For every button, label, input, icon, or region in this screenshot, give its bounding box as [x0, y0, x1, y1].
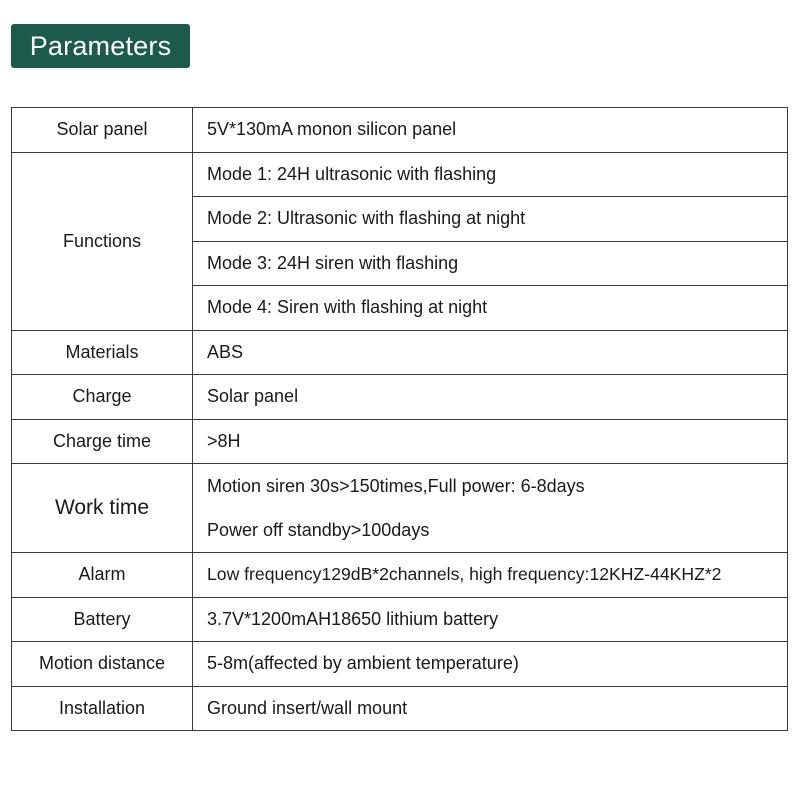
row-label-installation: Installation	[12, 686, 193, 731]
row-value-materials: ABS	[193, 330, 788, 375]
table-row	[12, 686, 788, 731]
row-value-battery: 3.7V*1200mAH18650 lithium battery	[193, 597, 788, 642]
table-row	[12, 330, 788, 375]
table-row	[12, 464, 788, 509]
row-label-alarm: Alarm	[12, 553, 193, 598]
row-value-motion-distance: 5-8m(affected by ambient temperature)	[193, 642, 788, 687]
function-mode-3: Mode 3: 24H siren with flashing	[193, 241, 788, 286]
work-time-line-2: Power off standby>100days	[193, 508, 788, 553]
table-row	[12, 597, 788, 642]
table-row	[12, 419, 788, 464]
function-mode-1: Mode 1: 24H ultrasonic with flashing	[193, 152, 788, 197]
row-label-charge-time: Charge time	[12, 419, 193, 464]
row-value-alarm: Low frequency129dB*2channels, high frequency:12KHZ-44KHZ*2	[193, 553, 788, 598]
table-row	[12, 108, 788, 153]
page-title: Parameters	[11, 24, 190, 68]
work-time-line-1: Motion siren 30s>150times,Full power: 6-8days	[193, 464, 788, 509]
row-label-motion-distance: Motion distance	[12, 642, 193, 687]
row-label-charge: Charge	[12, 375, 193, 420]
table-row	[12, 375, 788, 420]
row-label-functions: Functions	[12, 152, 193, 330]
function-mode-4: Mode 4: Siren with flashing at night	[193, 286, 788, 331]
row-label-work-time: Work time	[12, 464, 193, 553]
table-row	[12, 553, 788, 598]
table-row	[12, 642, 788, 687]
row-value-charge: Solar panel	[193, 375, 788, 420]
row-label-materials: Materials	[12, 330, 193, 375]
row-value-solar-panel: 5V*130mA monon silicon panel	[193, 108, 788, 153]
table-row	[12, 152, 788, 197]
row-label-battery: Battery	[12, 597, 193, 642]
parameters-table	[11, 107, 788, 731]
row-value-installation: Ground insert/wall mount	[193, 686, 788, 731]
row-value-charge-time: >8H	[193, 419, 788, 464]
function-mode-2: Mode 2: Ultrasonic with flashing at night	[193, 197, 788, 242]
row-label-solar-panel: Solar panel	[12, 108, 193, 153]
